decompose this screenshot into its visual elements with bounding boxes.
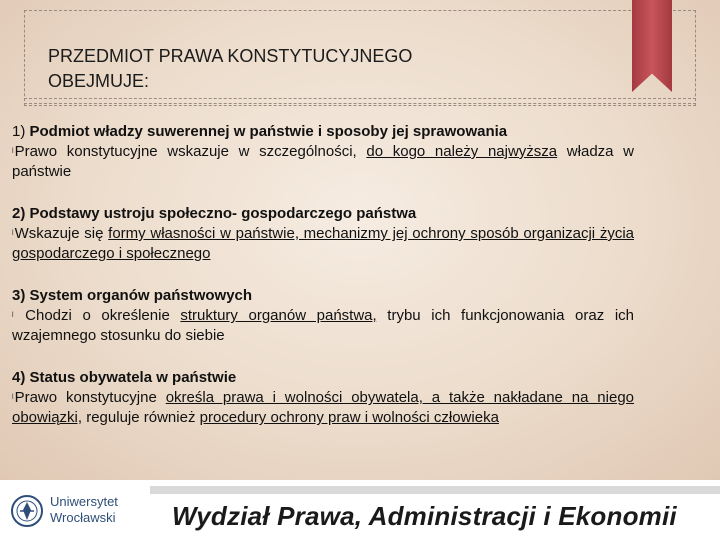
university-name-line-2: Wrocławski (50, 510, 116, 525)
divider-line-lower (24, 103, 696, 104)
section-heading-text: System organów państwowych (29, 287, 253, 305)
university-name (50, 494, 118, 526)
section-2 (12, 204, 634, 264)
footer (0, 482, 720, 540)
title-colon: : (144, 71, 150, 91)
bullet-icon: l (12, 148, 14, 156)
section-heading-text: Status obywatela w państwie (29, 369, 237, 387)
section-number: 2) (12, 205, 26, 223)
section-number: 1) (12, 123, 26, 140)
body-text-continued: reguluje również (82, 409, 200, 427)
section-body (12, 142, 634, 182)
body-text: Chodzi o określenie (14, 307, 181, 325)
section-1 (12, 122, 634, 182)
university-emblem-icon (10, 490, 44, 532)
body-text-continued: trybu ich funkcjonowania oraz ich wzajemnego stosunku do siebie (12, 307, 634, 345)
section-body (12, 224, 634, 264)
title-line-1: PRZEDMIOT PRAWA KONSTYTUCYJNEGO (48, 46, 413, 66)
underlined-text: określa prawa i wolności obywatela, a także nakładane na niego obowiązki, (12, 389, 635, 427)
section-heading (12, 368, 634, 388)
section-body (12, 306, 634, 346)
footer-bar (150, 486, 720, 494)
section-heading-text: Podstawy ustroju społeczno- gospodarczego państwa (29, 205, 417, 223)
divider-line (24, 98, 696, 99)
section-number: 3) (12, 287, 26, 305)
body-text: Wskazuje się (14, 225, 109, 243)
section-heading (12, 122, 634, 142)
bullet-icon: l (12, 230, 14, 238)
content-list (12, 122, 634, 450)
body-text-continued: władza w państwie (12, 143, 634, 181)
underlined-text: struktury organów państwa, (180, 307, 377, 325)
underlined-text: do kogo należy najwyższa (366, 143, 558, 160)
section-4 (12, 368, 634, 428)
faculty-name: Wydział Prawa, Administracji i Ekonomii (172, 501, 677, 531)
university-name-line-1: Uniwersytet (50, 494, 118, 509)
section-3 (12, 286, 634, 346)
underlined-text: formy własności w państwie, mechanizmy jej ochrony sposób organizacji życia gospodarczego i społecznego (12, 225, 634, 263)
page-title (48, 44, 608, 94)
section-heading (12, 204, 634, 224)
body-text: Prawo konstytucyjne wskazuje w szczególności, (14, 143, 367, 160)
title-line-2: OBEJMUJE (48, 71, 145, 91)
section-number: 4) (12, 369, 26, 387)
section-heading (12, 286, 634, 306)
section-body (12, 388, 634, 428)
underlined-text-2: procedury ochrony praw i wolności człowieka (199, 409, 499, 427)
body-text: Prawo konstytucyjne (14, 389, 166, 407)
section-heading-text: Podmiot władzy suwerennej w państwie i sposoby jej sprawowania (29, 123, 508, 140)
bullet-icon: l (12, 394, 14, 402)
bullet-icon: l (12, 312, 14, 320)
